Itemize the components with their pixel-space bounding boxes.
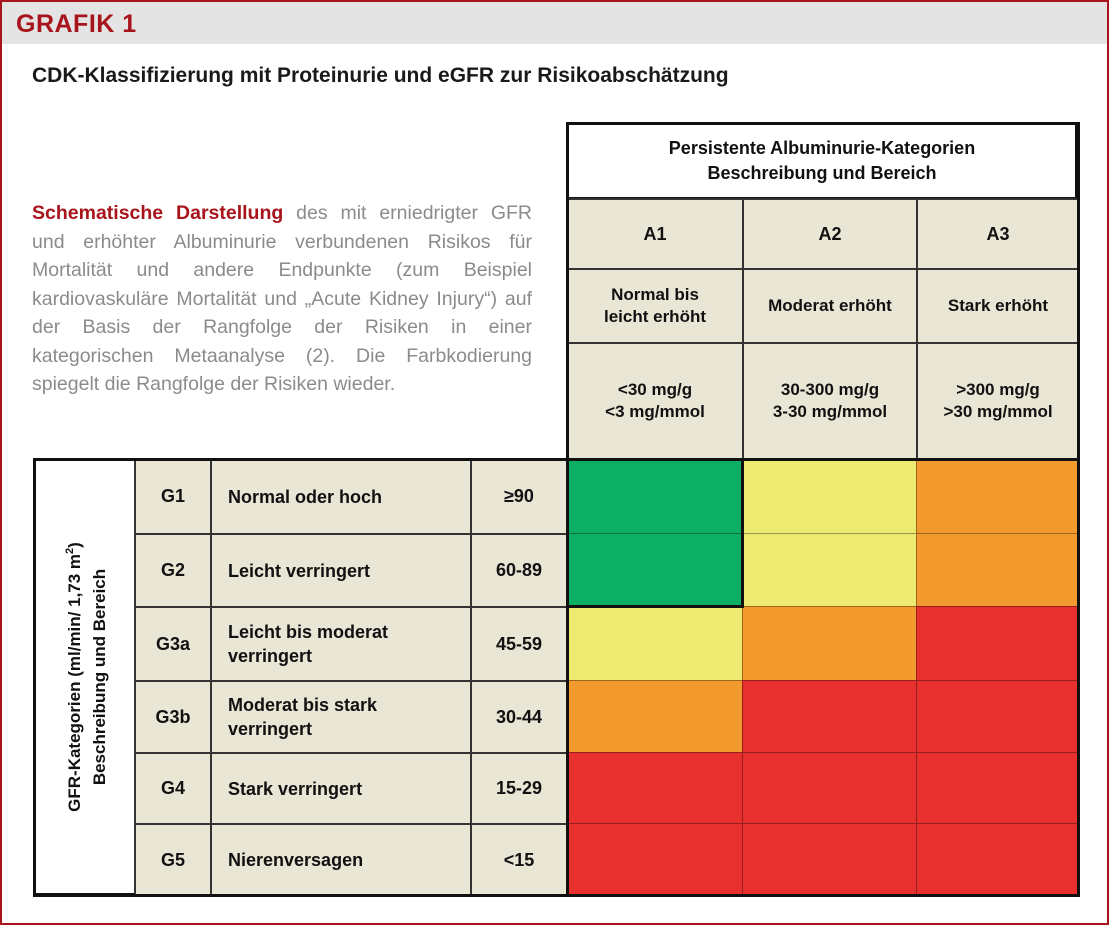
- risk-cell-g2-a2: [742, 533, 918, 608]
- gfr-code-g3b: [134, 680, 212, 754]
- gfr-desc-g5: [210, 823, 472, 897]
- gfr-range-g2: [470, 533, 568, 608]
- albuminuria-code-a2-text: A2: [818, 223, 842, 244]
- gfr-axis-label-line1: GFR-Kategorien (ml/min/ 1,73 m: [64, 553, 84, 812]
- gfr-range-g5: [470, 823, 568, 897]
- gfr-range-g3b: [470, 680, 568, 754]
- gfr-desc-g2: [210, 533, 472, 608]
- risk-cell-g3a-a2: [742, 606, 918, 682]
- albuminuria-desc-a2-text: Moderat erhöht: [768, 296, 892, 315]
- gfr-axis-label: [33, 458, 136, 895]
- albuminuria-code-a1-text: A1: [643, 223, 667, 244]
- risk-cell-g3b-a2: [742, 680, 918, 754]
- risk-cell-g3a-a3: [916, 606, 1080, 682]
- albuminuria-code-a3: [916, 198, 1080, 270]
- description-text: des mit erniedrigter GFR und erhöhter Albuminurie verbundenen Risikos für Mortalität und andere Endpunkte (zum Beispiel kardiovaskuläre Mortalität und „Acute Kidney Injury“) auf der Basis der Rangfolge der Risiken in einer kategorischen Metaanalyse (2). Die Farbkodierung spiegelt die Rangfolge der Risiken wieder.: [32, 202, 532, 395]
- gfr-code-g4-text: G4: [160, 778, 185, 798]
- gfr-range-g4: [470, 752, 568, 825]
- gfr-axis-label-close: ): [64, 541, 84, 548]
- albuminuria-code-a1: [566, 198, 744, 270]
- description-lead: Schematische Darstellung: [32, 202, 284, 224]
- gfr-desc-g4-text: Stark verringert: [228, 778, 363, 799]
- albuminuria-range-a3-text: >300 mg/g >30 mg/mmol: [943, 380, 1053, 421]
- risk-cell-g4-a2: [742, 752, 918, 825]
- risk-cell-g3a-a1: [566, 606, 744, 682]
- gfr-axis-label-line2: Beschreibung und Bereich: [89, 568, 109, 785]
- albuminuria-heading-text: Persistente Albuminurie-Kategorien Beschreibung und Bereich: [668, 138, 976, 183]
- gfr-desc-g1-text: Normal oder hoch: [228, 486, 383, 507]
- albuminuria-heading: [566, 122, 1078, 200]
- risk-cell-g5-a3: [916, 823, 1080, 897]
- albuminuria-code-a2: [742, 198, 918, 270]
- risk-cell-g5-a2: [742, 823, 918, 897]
- albuminuria-code-a3-text: A3: [986, 223, 1010, 244]
- gfr-code-g4: [134, 752, 212, 825]
- figure-description: [32, 199, 532, 399]
- gfr-desc-g2-text: Leicht verringert: [228, 560, 371, 581]
- gfr-desc-g3b: [210, 680, 472, 754]
- risk-cell-g1-a3: [916, 458, 1080, 535]
- gfr-range-g3b-text: 30-44: [495, 706, 543, 727]
- risk-cell-g3b-a1: [566, 680, 744, 754]
- gfr-code-g5: [134, 823, 212, 897]
- risk-cell-g4-a1: [566, 752, 744, 825]
- gfr-desc-g4: [210, 752, 472, 825]
- albuminuria-desc-a2: [742, 268, 918, 344]
- gfr-code-g3a-text: G3a: [155, 633, 191, 654]
- gfr-range-g1-text: ≥90: [504, 486, 534, 506]
- albuminuria-range-a3: [916, 342, 1080, 460]
- risk-cell-g4-a3: [916, 752, 1080, 825]
- gfr-range-g1: [470, 458, 568, 535]
- albuminuria-range-a2: [742, 342, 918, 460]
- albuminuria-range-a1-text: <30 mg/g <3 mg/mmol: [605, 380, 705, 421]
- risk-cell-g2-a1: [566, 533, 744, 608]
- gfr-code-g3b-text: G3b: [155, 706, 191, 727]
- figure-header-band: [2, 2, 1107, 44]
- risk-cell-g1-a2: [742, 458, 918, 535]
- gfr-code-g2: [134, 533, 212, 608]
- albuminuria-desc-a1-text: Normal bis leicht erhöht: [603, 285, 706, 326]
- gfr-range-g2-text: 60-89: [495, 560, 543, 580]
- gfr-axis-label-superscript: 2: [63, 547, 76, 554]
- gfr-range-g3a: [470, 606, 568, 682]
- albuminuria-desc-a1: [566, 268, 744, 344]
- gfr-code-g2-text: G2: [160, 560, 185, 580]
- gfr-range-g3a-text: 45-59: [495, 633, 543, 654]
- gfr-range-g4-text: 15-29: [495, 778, 543, 798]
- gfr-desc-g5-text: Nierenversagen: [228, 850, 364, 870]
- risk-cell-g2-a3: [916, 533, 1080, 608]
- albuminuria-range-a1: [566, 342, 744, 460]
- albuminuria-desc-a3-text: Stark erhöht: [947, 296, 1049, 315]
- figure-label: GRAFIK 1: [16, 10, 137, 38]
- risk-cell-g1-a1: [566, 458, 744, 535]
- gfr-code-g1: [134, 458, 212, 535]
- gfr-desc-g3a: [210, 606, 472, 682]
- gfr-desc-g1: [210, 458, 472, 535]
- risk-cell-g5-a1: [566, 823, 744, 897]
- gfr-range-g5-text: <15: [503, 849, 535, 870]
- gfr-code-g3a: [134, 606, 212, 682]
- gfr-code-g5-text: G5: [160, 849, 185, 870]
- albuminuria-range-a2-text: 30-300 mg/g 3-30 mg/mmol: [772, 380, 888, 421]
- gfr-code-g1-text: G1: [160, 486, 185, 506]
- gfr-desc-g3a-text: Leicht bis moderat verringert: [228, 622, 389, 666]
- gfr-desc-g3b-text: Moderat bis stark verringert: [228, 695, 378, 739]
- risk-cell-g3b-a3: [916, 680, 1080, 754]
- albuminuria-desc-a3: [916, 268, 1080, 344]
- figure-title: CDK-Klassifizierung mit Proteinurie und eGFR zur Risikoabschätzung: [32, 64, 729, 87]
